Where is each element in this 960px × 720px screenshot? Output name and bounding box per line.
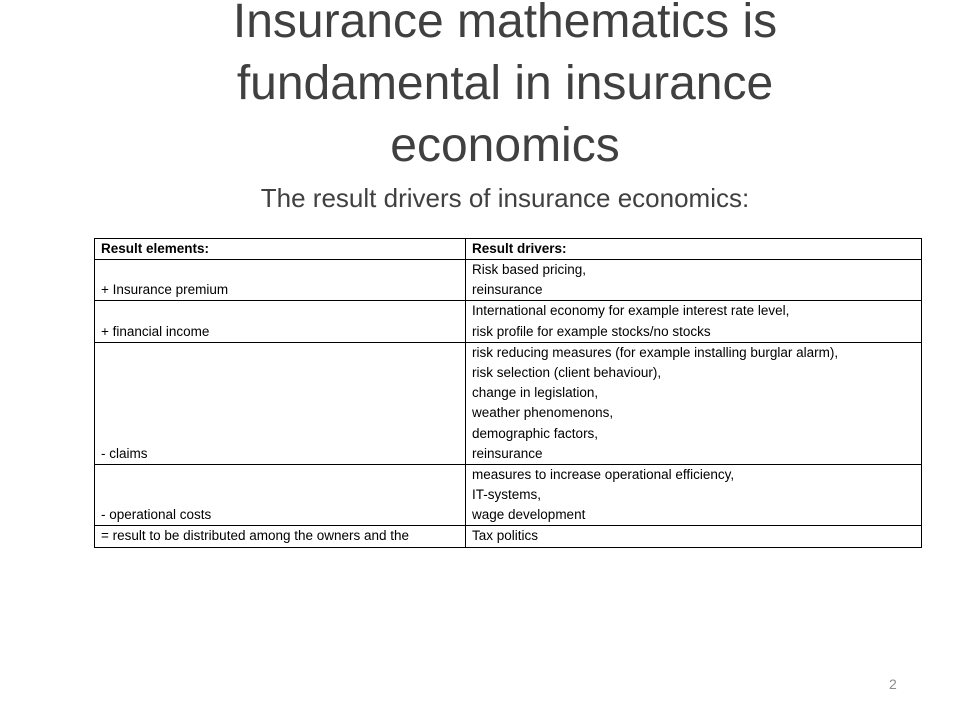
- slide-subtitle: The result drivers of insurance economics:: [260, 183, 750, 213]
- driver-line: reinsurance: [472, 282, 543, 298]
- table-row: [95, 526, 922, 547]
- driver-line: risk reducing measures (for example installing burglar alarm),: [472, 344, 839, 360]
- driver-line: risk profile for example stocks/no stocks: [472, 323, 711, 339]
- driver-line: measures to increase operational efficiency,: [472, 466, 735, 482]
- table-header-row: [95, 239, 922, 260]
- driver-line: International economy for example interest rate level,: [472, 303, 790, 319]
- page-number: 2: [889, 676, 897, 692]
- element-label: + financial income: [101, 323, 210, 339]
- table-row: [95, 342, 922, 464]
- driver-line: reinsurance: [472, 445, 543, 461]
- driver-line: change in legislation,: [472, 385, 599, 401]
- title-line-2: fundamental in insurance: [236, 57, 774, 110]
- element-cell: [95, 464, 466, 526]
- table-row: [95, 301, 922, 342]
- element-cell: [95, 260, 466, 301]
- driver-line: risk selection (client behaviour),: [472, 364, 662, 380]
- element-label: - operational costs: [101, 507, 212, 523]
- drivers-cell: [466, 464, 922, 526]
- element-label: = result to be distributed among the owners and the: [101, 528, 410, 544]
- driver-line: weather phenomenons,: [472, 405, 614, 421]
- element-label: + Insurance premium: [101, 282, 229, 298]
- element-cell: [95, 526, 466, 547]
- header-result-elements: Result elements:: [95, 239, 466, 260]
- table-row: [95, 464, 922, 526]
- title-line-1: Insurance mathematics is: [232, 0, 778, 48]
- slide-title: [60, 0, 950, 177]
- driver-line: Tax politics: [472, 528, 539, 544]
- element-label: - claims: [101, 445, 148, 461]
- drivers-cell: [466, 301, 922, 342]
- driver-line: Risk based pricing,: [472, 262, 587, 277]
- header-result-drivers: Result drivers:: [466, 239, 922, 260]
- title-line-3: economics: [390, 119, 620, 172]
- driver-line: demographic factors,: [472, 425, 599, 441]
- table-row: [95, 260, 922, 301]
- drivers-cell: [466, 260, 922, 301]
- element-cell: [95, 301, 466, 342]
- result-drivers-table: [94, 238, 922, 548]
- drivers-cell: [466, 342, 922, 464]
- drivers-cell: [466, 526, 922, 547]
- element-cell: [95, 342, 466, 464]
- driver-line: wage development: [472, 507, 586, 523]
- driver-line: IT-systems,: [472, 487, 542, 503]
